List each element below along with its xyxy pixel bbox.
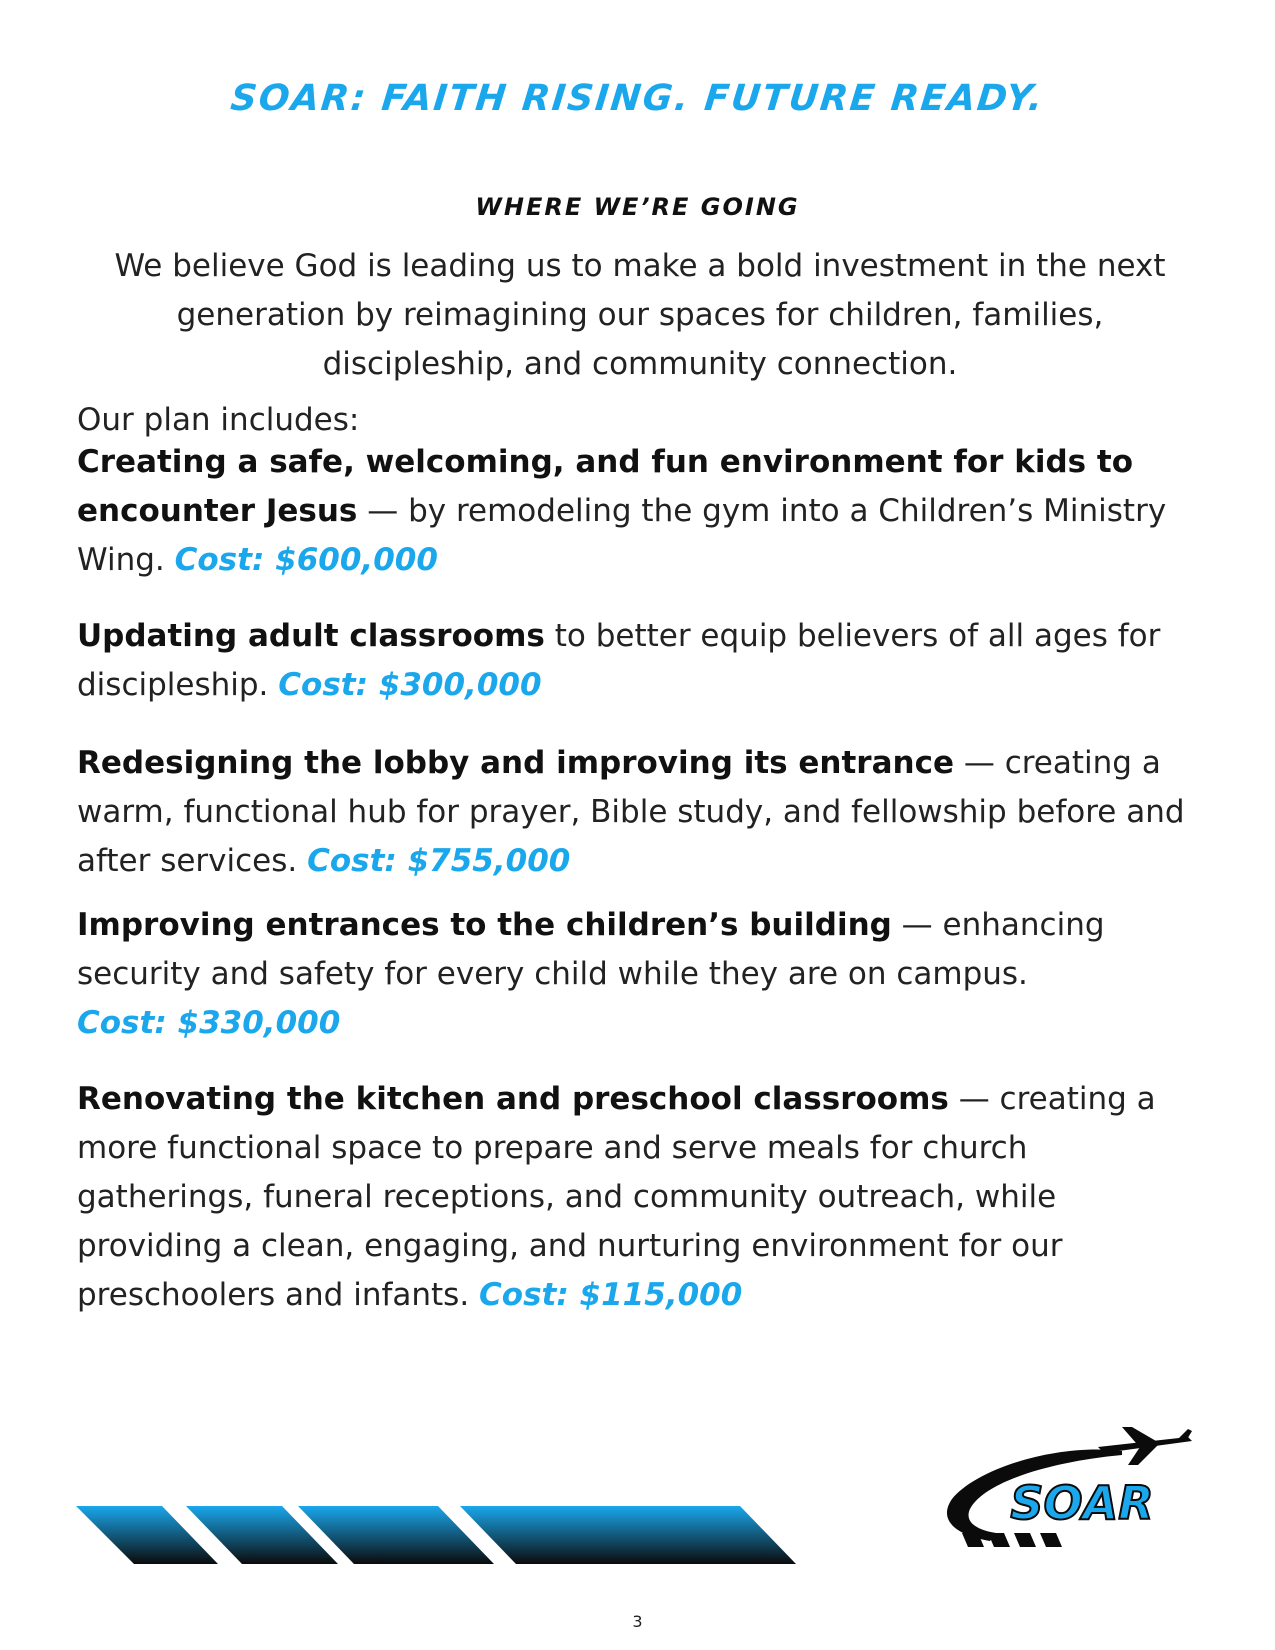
airplane-icon [1098, 1427, 1192, 1465]
plan-item-adult-classrooms [77, 612, 1197, 710]
plan-item-cost: Cost: $755,000 [307, 843, 571, 879]
plan-item-heading: Renovating the kitchen and preschool classrooms [77, 1081, 949, 1117]
plan-label: Our plan includes: [77, 402, 360, 438]
stripe-4 [460, 1506, 796, 1564]
plan-item-text: — creating a more functional space to prepare and serve meals for church gatherings, funeral receptions, and community outreach, while providing a clean, engaging, and nurturing environment for our preschoolers and infants. [77, 1081, 1156, 1313]
plan-item-kitchen [77, 1075, 1197, 1320]
page-number: 3 [632, 1612, 643, 1631]
section-heading: WHERE WE’RE GOING [475, 193, 800, 221]
plan-item-text: to better equip believers of all ages for discipleship. [77, 618, 1161, 703]
plan-item-childrens-entrances [77, 901, 1197, 1048]
plan-item-childrens-wing [77, 438, 1197, 585]
logo-wordmark: SOAR [1010, 1476, 1154, 1530]
plan-item-text: — enhancing security and safety for every child while they are on campus. [77, 907, 1105, 992]
plan-item-cost: Cost: $600,000 [174, 542, 438, 578]
plan-item-text: — creating a warm, functional hub for prayer, Bible study, and fellowship before and after services. [77, 745, 1185, 879]
plan-item-lobby [77, 739, 1197, 886]
page-title: SOAR: FAITH RISING. FUTURE READY. [228, 78, 1047, 119]
plan-item-text: — by remodeling the gym into a Children’s Ministry Wing. [77, 493, 1167, 578]
decorative-stripes [76, 1502, 856, 1568]
plan-item-heading: Redesigning the lobby and improving its entrance [77, 745, 954, 781]
plan-item-heading: Creating a safe, welcoming, and fun environment for kids to encounter Jesus [77, 444, 1133, 529]
plan-item-cost: Cost: $300,000 [278, 667, 542, 703]
intro-paragraph: We believe God is leading us to make a bold investment in the next generation by reimagining our spaces for children, families, discipleship, and community connection. [114, 248, 1166, 382]
plan-item-heading: Updating adult classrooms [77, 618, 545, 654]
plan-item-cost: Cost: $330,000 [77, 1005, 341, 1041]
soar-logo [936, 1425, 1198, 1555]
plan-item-cost: Cost: $115,000 [479, 1277, 743, 1313]
plan-item-heading: Improving entrances to the children’s building [77, 907, 892, 943]
